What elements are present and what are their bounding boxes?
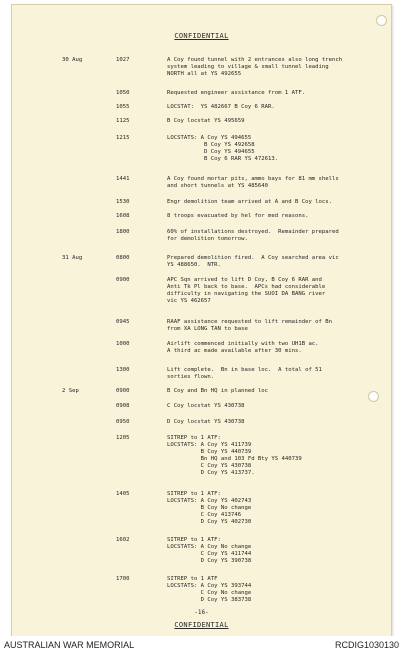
- entry-text: LOCSTATS: A Coy YS 494655 B Coy YS 492658 D Coy YS 494655 B Coy 6 RAR YS 472613.: [167, 135, 279, 162]
- entry-time: 1215: [116, 135, 130, 141]
- entry-text: 60% of installations destroyed. Remainder prepared for demolition tomorrow.: [167, 229, 339, 242]
- entry-text: Requested engineer assistance from 1 ATF.: [167, 90, 306, 96]
- entry-text: B Coy locstat YS 495659: [167, 118, 245, 124]
- entry-time: 1050: [116, 90, 130, 96]
- entry-text: SITREP to 1 ATF LOCSTATS: A Coy YS 393744 C Coy No change D Coy YS 383738: [167, 576, 252, 603]
- entry-time: 1700: [116, 576, 130, 582]
- archive-name: AUSTRALIAN WAR MEMORIAL: [4, 640, 135, 650]
- entry-time: 1405: [116, 491, 130, 497]
- entry-time: 1530: [116, 199, 130, 205]
- document-page: [11, 4, 392, 638]
- entry-time: 1027: [116, 57, 130, 63]
- entry-date: 30 Aug: [62, 57, 83, 63]
- entry-time: 0800: [116, 255, 130, 261]
- entry-time: 1300: [116, 367, 130, 373]
- entry-text: Lift complete. Bn in base loc. A total of 51 sorties flown.: [167, 367, 322, 380]
- entry-text: 8 troops evacuated by hel for med reasons.: [167, 213, 309, 219]
- entry-text: RAAF assistance requested to lift remainder of Bn from XA LONG TAN to base: [167, 319, 333, 332]
- entry-time: 1055: [116, 104, 130, 110]
- entry-time: 1800: [116, 229, 130, 235]
- entry-text: B Coy and Bn HQ in planned loc: [167, 388, 269, 394]
- entry-time: 0950: [116, 419, 130, 425]
- archive-footer: [0, 636, 403, 654]
- archive-reference: RCDIG1030130: [334, 640, 399, 650]
- entry-text: Engr demolition team arrived at A and B Coy locs.: [167, 199, 333, 205]
- entry-time: 0945: [116, 319, 130, 325]
- entry-time: 0908: [116, 403, 130, 409]
- classification-footer: CONFIDENTIAL: [174, 621, 229, 629]
- entry-time: 1602: [116, 537, 130, 543]
- entry-text: APC Sqn arrived to lift D Coy, B Coy 6 RAR and Anti Tk Pl back to base. APCs had considerable difficulty in navigating the SUOI DA BANG river vic YS 462657: [167, 277, 326, 304]
- entry-time: 1125: [116, 118, 130, 124]
- classification-header: CONFIDENTIAL: [174, 32, 229, 40]
- entry-text: A Coy found mortar pits, ammo bays for 81 mm shells and short tunnels at YS 485640: [167, 176, 339, 189]
- entry-text: C Coy locstat YS 430738: [167, 403, 245, 409]
- entry-text: LOCSTAT: YS 482667 B Coy 6 RAR.: [167, 104, 275, 110]
- entry-date: 31 Aug: [62, 255, 83, 261]
- entry-time: 0900: [116, 277, 130, 283]
- entry-date: 2 Sep: [62, 388, 79, 394]
- entry-time: 1441: [116, 176, 130, 182]
- binder-hole: [376, 15, 387, 26]
- entry-text: A Coy found tunnel with 2 entrances also long trench system leading to village & small tunnel leading NORTH all at YS 492655: [167, 57, 343, 77]
- entry-time: 0900: [116, 388, 130, 394]
- entry-text: SITREP to 1 ATF: LOCSTATS: A Coy YS 402743 B Coy No change C Coy 413746 D Coy YS 402730: [167, 491, 252, 525]
- entry-time: 1205: [116, 435, 130, 441]
- entry-text: SITREP to 1 ATF: LOCSTATS: A Coy No change C Coy YS 411744 D Coy YS 390738: [167, 537, 252, 564]
- entry-text: Airlift commenced initially with two UH1B ac. A third ac made available after 30 mins.: [167, 341, 319, 354]
- entry-time: 1608: [116, 213, 130, 219]
- entry-text: Prepared demolition fired. A Coy searched area vic YS 488650. NTR.: [167, 255, 339, 268]
- entry-time: 1000: [116, 341, 130, 347]
- entry-text: D Coy locstat YS 430738: [167, 419, 245, 425]
- entry-text: SITREP to 1 ATF: LOCSTATS: A Coy YS 411739 B Coy YS 440739 Bn HQ and 103 Fd Bty YS 440739 C Coy YS 430738 D Coy YS 413737.: [167, 435, 302, 476]
- page-number: -16-: [194, 609, 209, 616]
